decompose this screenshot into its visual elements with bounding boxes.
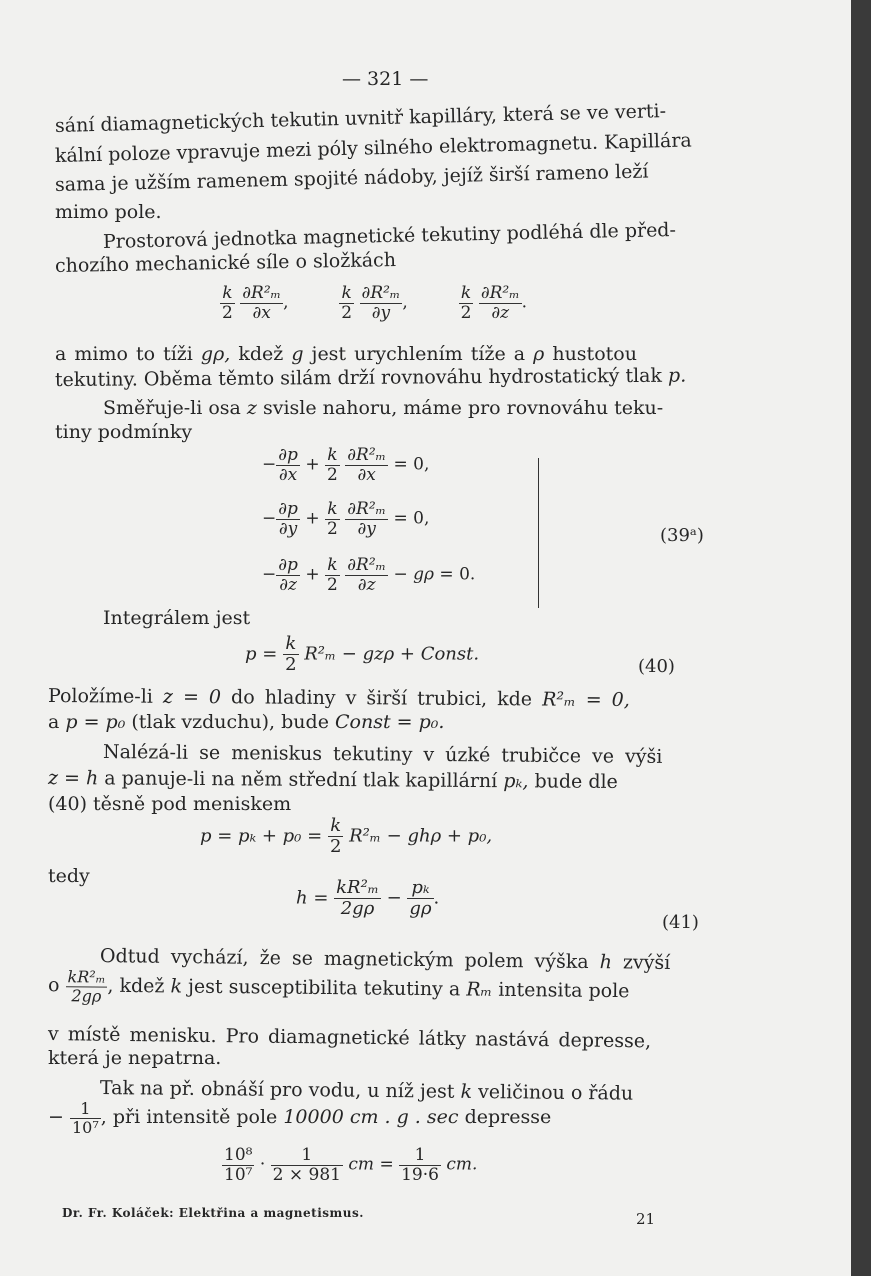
frac-dR-dz: $\frac{\text{∂R²ₘ}}{\partial z}$ xyxy=(480,283,520,323)
eq39-row2: − $\frac{\partial p}{\partial y}$ + $\frac{k}{2}$ $\frac{\text{∂R²ₘ}}{\partial y}$ = 0, xyxy=(262,499,430,539)
para7-line3: v místě menisku. Pro diamagnetické látky nastává depresse, xyxy=(47,1023,652,1053)
sep-1: , xyxy=(283,292,289,313)
eq40-label: (40) xyxy=(638,656,675,677)
para6-line1: Nalézá-li se meniskus tekutiny v úzké trubičce ve výši xyxy=(102,741,663,768)
eq39-row1: − $\frac{\partial p}{\partial x}$ + $\frac{k}{2}$ $\frac{\text{∂R²ₘ}}{\partial x}$ = 0, xyxy=(262,445,430,485)
book-binding-edge xyxy=(851,0,871,1276)
para2-line2: chozího mechanické síle o složkách xyxy=(54,249,397,277)
para6-line2: z = h a panuje-li na něm střední tlak kapillární pₖ, bude dle xyxy=(47,767,618,793)
para3-line2: tekutiny. Oběma těmto silám drží rovnováhu hydrostatický tlak p. xyxy=(54,364,687,391)
eq41-label: (41) xyxy=(662,912,699,933)
eq39-brace xyxy=(530,458,539,608)
para1-line4: mimo pole. xyxy=(55,201,162,223)
eq41: h = $\frac{\text{kR²ₘ}}{2g\rho}$ − $\frac{\text{pₖ}}{g\rho}$ . xyxy=(296,877,440,919)
frac-k2-a: $\frac{k}{2}$ xyxy=(222,283,233,323)
eq-final: $\frac{\text{10⁸}}{\text{10⁷}}$ · $\frac{1}{2 \times 981}$ cm = $\frac{1}{19\cdot 6}$ cm. xyxy=(224,1145,478,1185)
sep-3: . xyxy=(521,292,528,313)
para1-line1: sání diamagnetických tekutin uvnitř kapilláry, která se ve verti- xyxy=(54,100,667,137)
eq39-label: (39ᵃ) xyxy=(660,525,704,546)
footer-author: Dr. Fr. Koláček: Elektřina a magnetismus. xyxy=(62,1206,364,1220)
integral-label: Integrálem jest xyxy=(103,607,251,629)
page-number: — 321 — xyxy=(342,68,429,90)
frac-dR-dy: $\frac{\text{∂R²ₘ}}{\partial y}$ xyxy=(361,283,401,323)
frac-dR-dx: $\frac{\text{∂R²ₘ}}{\partial x}$ xyxy=(242,283,282,323)
para5-line2: a p = p₀ (tlak vzduchu), bude Const = p₀. xyxy=(48,711,445,733)
tedy-label: tedy xyxy=(48,865,90,887)
para1-line3: sama je užším ramenem spojité nádoby, jejíž širší rameno leží xyxy=(54,160,649,196)
eq39-row3: − $\frac{\partial p}{\partial z}$ + $\frac{k}{2}$ $\frac{\text{∂R²ₘ}}{\partial z}$ − gρ = 0. xyxy=(262,555,476,595)
para1-line2: kální poloze vpravuje mezi póly silného elektromagnetu. Kapillára xyxy=(54,129,692,167)
eq40: p = $\frac{k}{2}$ R²ₘ − gzρ + Const. xyxy=(245,633,480,675)
para4-line2: tiny podmínky xyxy=(55,421,193,443)
para4-line1: Směřuje-li osa z svisle nahoru, máme pro rovnováhu teku- xyxy=(103,397,664,419)
sep-2: , xyxy=(402,292,408,313)
force-components xyxy=(220,284,527,322)
para8-line2: − $\frac{1}{\text{10⁷}}$ , při intensitě pole 10000 cm . g . sec depresse xyxy=(48,1099,552,1137)
para7-line4: která je nepatrna. xyxy=(48,1047,222,1069)
eq-pressure: p = pₖ + p₀ = $\frac{k}{2}$ R²ₘ − ghρ + p₀, xyxy=(200,815,493,857)
signature-number: 21 xyxy=(636,1210,656,1228)
para6-line3: (40) těsně pod meniskem xyxy=(48,793,292,815)
para3-line1: a mimo to tíži gρ, kdež g jest urychlením tíže a ρ hustotou xyxy=(55,343,637,365)
para5-line1: Položíme-li z = 0 do hladiny v širší trubici, kde R²ₘ = 0, xyxy=(47,685,630,712)
para7-line2: o $\frac{\text{kR²ₘ}}{2g\rho}$ , kdež k jest susceptibilita tekutiny a Rₘ intensita pole xyxy=(47,967,630,1006)
para2-line1: Prostorová jednotka magnetické tekutiny podléhá dle před- xyxy=(102,219,677,253)
frac-k2-c: $\frac{k}{2}$ xyxy=(460,283,472,323)
para8-line1: Tak na př. obnáší pro vodu, u níž jest k veličinou o řádu xyxy=(99,1077,634,1105)
para7-line1: Odtud vychází, že se magnetickým polem výška h zvýší xyxy=(99,945,671,974)
frac-k2-b: $\frac{k}{2}$ xyxy=(341,283,353,323)
